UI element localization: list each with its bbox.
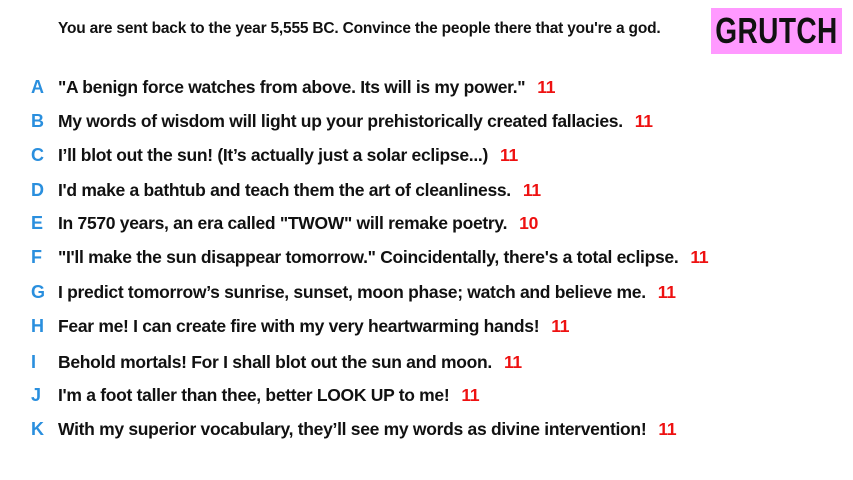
word-count: 11 [551,316,570,336]
response-letter: D [31,180,44,200]
word-count: 11 [503,352,522,372]
response-item [0,313,853,339]
response-letter: A [31,77,44,97]
response-text [58,382,479,408]
word-count: 11 [537,77,556,97]
word-count: 11 [634,111,653,131]
response-item [0,416,853,442]
response-item [0,382,853,408]
response-item [0,108,853,134]
response-item [0,142,853,168]
word-count: 11 [690,247,709,267]
response-body: Behold mortals! For I shall blot out the sun and moon. [58,352,492,372]
response-body: In 7570 years, an era called "TWOW" will remake poetry. [58,213,508,233]
response-letter: E [31,213,44,233]
response-text [58,142,518,168]
response-item [0,244,853,270]
word-count: 11 [522,180,541,200]
response-text [58,210,538,236]
response-body: "A benign force watches from above. Its will is my power." [58,77,526,97]
response-item [0,210,853,236]
response-text [58,244,708,270]
response-body: I’ll blot out the sun! (It’s actually just a solar eclipse...) [58,145,489,165]
response-item [0,74,853,100]
response-letter: F [31,247,42,267]
response-text [58,74,555,100]
response-text [58,349,522,375]
word-count: 11 [658,419,677,439]
badge-label: GRUTCH [715,10,838,51]
response-body: I predict tomorrow’s sunrise, sunset, moon phase; watch and believe me. [58,282,646,302]
response-text [58,108,653,134]
response-letter: H [31,316,44,336]
response-item [0,177,853,203]
response-body: I'm a foot taller than thee, better LOOK UP to me! [58,385,450,405]
word-count: 11 [657,282,676,302]
response-letter: I [31,352,37,372]
response-item [0,279,853,305]
response-letter: K [31,419,44,439]
response-letter: G [31,282,46,302]
response-body: "I'll make the sun disappear tomorrow." Coincidentally, there's a total eclipse. [58,247,679,267]
response-body: My words of wisdom will light up your prehistorically created fallacies. [58,111,623,131]
response-body: With my superior vocabulary, they’ll see my words as divine intervention! [58,419,647,439]
response-letter: B [31,111,44,131]
response-body: Fear me! I can create fire with my very heartwarming hands! [58,316,540,336]
word-count: 11 [500,145,518,165]
response-text [58,177,541,203]
response-text [58,416,676,442]
response-body: I'd make a bathtub and teach them the art of cleanliness. [58,180,511,200]
response-letter: C [31,145,44,165]
prompt-text: You are sent back to the year 5,555 BC. Convince the people there that you're a god. [58,20,661,37]
response-text [58,313,569,339]
response-letter: J [31,385,42,405]
response-text [58,279,676,305]
response-item [0,349,853,375]
word-count: 10 [519,213,539,233]
word-count: 11 [461,385,480,405]
